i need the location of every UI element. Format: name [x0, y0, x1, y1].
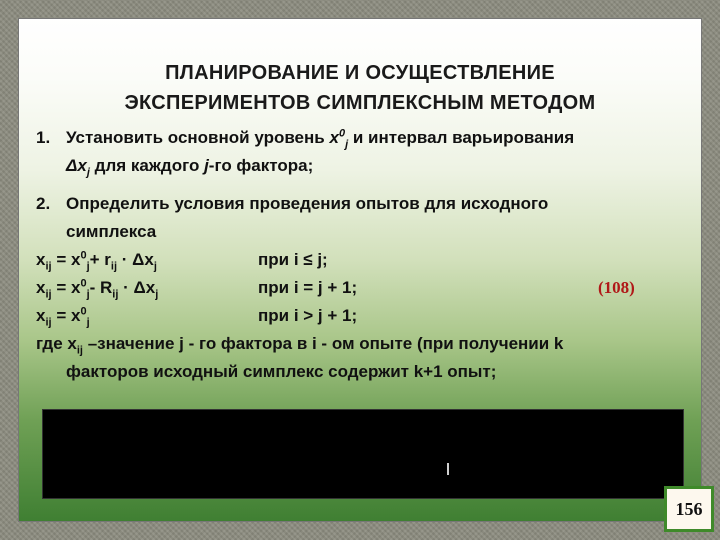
formula-rhs-c: · Δx	[118, 278, 156, 297]
title-line-2: ЭКСПЕРИМЕНТОВ СИМПЛЕКСНЫМ МЕТОДОМ	[124, 92, 596, 114]
sup-0: 0	[338, 127, 346, 140]
formula-lhs-sub: ij	[45, 260, 52, 273]
slide-body	[36, 124, 696, 386]
formula-sub: j	[86, 316, 90, 329]
item-1-text: Установить основной уровень	[66, 128, 330, 147]
item-2-line-2	[36, 218, 696, 246]
formula-rhs: = x	[51, 306, 81, 325]
text-cursor	[447, 463, 449, 475]
formula-condition: при i = j + 1;	[258, 278, 358, 297]
formula-sup: 0	[80, 277, 87, 290]
formula-rhs: = x	[51, 278, 81, 297]
formula-rhs: = x	[51, 250, 81, 269]
formula-sup: 0	[80, 305, 87, 318]
item-1-line-1	[36, 124, 696, 152]
where-text: –значение j - го фактора в i - ом опыте (при получении k	[82, 334, 564, 353]
formula-sub: j	[86, 288, 90, 301]
formula-sub-3: j	[153, 260, 157, 273]
equation-number: (108)	[598, 278, 635, 297]
where-pre: где x	[36, 334, 77, 353]
formula-row-1	[36, 246, 696, 274]
item-2-line-1	[36, 190, 696, 218]
slide-title	[58, 58, 662, 118]
var-j: j	[204, 156, 209, 175]
page-number: 156	[675, 498, 703, 519]
sub-j: j	[86, 166, 90, 179]
formula-rhs-b: - R	[89, 278, 113, 297]
formula-lhs-sub: ij	[45, 288, 52, 301]
item-2-text: Определить условия проведения опытов для исходного	[66, 194, 549, 213]
formula-row-3	[36, 302, 696, 330]
formula-condition: при i > j + 1;	[258, 306, 358, 325]
formula-condition: при i ≤ j;	[258, 250, 328, 269]
formula-sub-2: ij	[110, 260, 118, 273]
formula-lhs-sub: ij	[45, 316, 52, 329]
formula-rhs-c: · Δx	[117, 250, 154, 269]
where-sub: ij	[76, 344, 83, 357]
where-line-2	[36, 358, 696, 386]
item-1-line-2	[36, 152, 696, 180]
where-text-2: факторов исходный симплекс содержит k+1 опыт;	[66, 362, 497, 381]
where-line-1	[36, 330, 696, 358]
item-2-number: 2.	[36, 194, 51, 213]
formula-sub: j	[86, 260, 90, 273]
formula-sub-3: j	[155, 288, 159, 301]
item-2-text-2: симплекса	[66, 222, 157, 241]
black-media-box	[42, 409, 684, 499]
formula-lhs: x	[36, 278, 46, 297]
formula-sup: 0	[80, 249, 87, 262]
var-x: x	[329, 128, 339, 147]
formula-rhs-b: + r	[89, 250, 111, 269]
slide	[18, 18, 702, 522]
item-1-text-tail: -го фактора;	[208, 156, 314, 175]
title-line-1: ПЛАНИРОВАНИЕ И ОСУЩЕСТВЛЕНИЕ	[165, 62, 555, 84]
formula-lhs: x	[36, 306, 46, 325]
page-number-box	[664, 486, 714, 532]
item-1-text-mid: для каждого	[89, 156, 205, 175]
formula-lhs: x	[36, 250, 46, 269]
formula-row-2	[36, 274, 696, 302]
var-delta-x: Δx	[66, 156, 87, 175]
item-1-number: 1.	[36, 128, 51, 147]
item-1-text-end: и интервал варьирования	[348, 128, 575, 147]
formula-sub-2: ij	[112, 288, 119, 301]
sub-j: j	[345, 138, 349, 151]
